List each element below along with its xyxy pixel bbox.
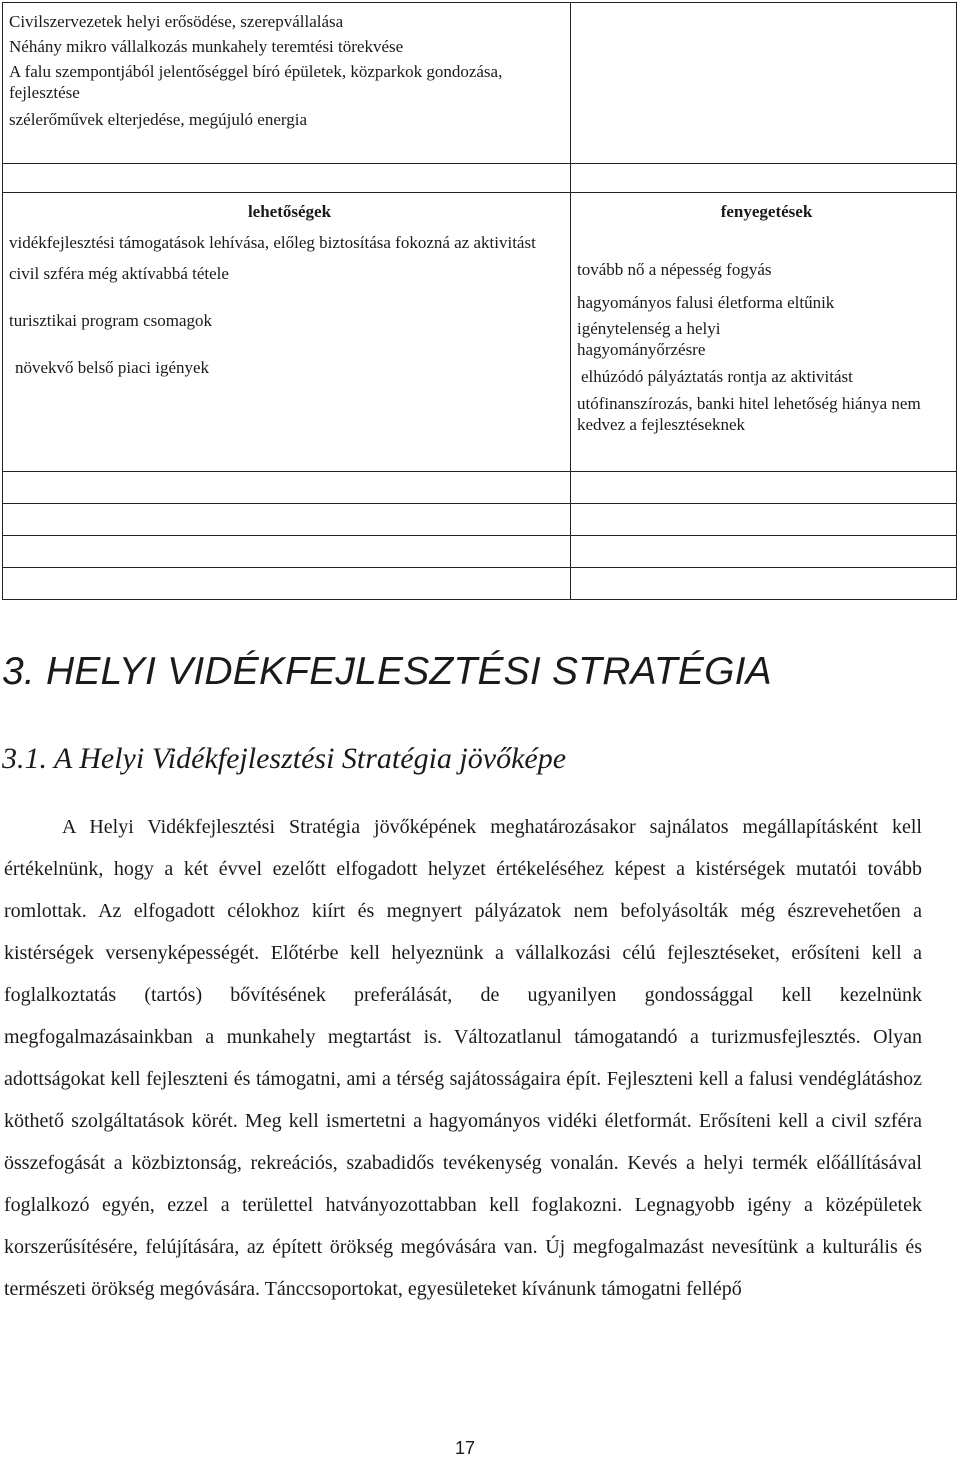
opportunities-header: lehetőségek — [247, 202, 332, 221]
body-paragraph: A Helyi Vidékfejlesztési Stratégia jövőképének meghatározásakor sajnálatos megállapításként kell értékelnünk, hogy a két évvel ezelőtt elfogadott helyzet értékeléséhez képest a kistérségek mutatói tovább romlottak. Az elfogadott célokhoz kiírt és megnyert pályázatok nem befolyásolták még észrevehetően a kistérségek versenyképességét. Előtérbe kell helyeznünk a vállalkozási célú fejlesztéseket, erősíteni kell a foglalkoztatás (tartós) bővítésének preferálását, de ugyanilyen gondossággal kell kezelnünk megfogalmazásainkban a munkahely megtartást is. Változatlanul támogatandó a turizmusfejlesztés. Olyan adottságokat kell fejleszteni és támogatni, ami a térség sajátosságaira épít. Fejleszteni kell a falusi vendéglátáshoz köthető szolgáltatások körét. Meg kell ismertetni a hagyományos vidéki életformát. Erősíteni kell a civil szféra összefogását a közbiztonság, rekreációs, szabadidős tevékenység vonalán. Kevés a helyi termék előállításával foglalkozó egyén, ezzel a területtel hatványozottabban kell foglakozni. Legnagyobb igény a középületek korszerűsítésére, felújítására, az épített örökség megóvására van. Új megfogalmazást nevesítünk a kulturális és természeti örökség megóvására. Tánccsoportokat, egyesületeket kívánunk támogatni fellépő — [4, 816, 922, 1300]
threat-item: tovább nő a népesség fogyás — [577, 260, 772, 279]
empty-cell — [3, 536, 571, 568]
empty-cell — [571, 472, 957, 504]
empty-cell — [3, 504, 571, 536]
spacer-cell — [571, 164, 957, 193]
empty-cell — [571, 504, 957, 536]
empty-cell — [3, 568, 571, 600]
empty-cell — [3, 472, 571, 504]
spacer-cell — [3, 164, 571, 193]
threats-header: fenyegetések — [720, 202, 813, 221]
section-heading: 3. HELYI VIDÉKFEJLESZTÉSI STRATÉGIA — [2, 650, 772, 693]
threat-item: hagyományos falusi életforma eltűnik — [577, 293, 835, 312]
empty-cell — [571, 568, 957, 600]
strength-item: A falu szempontjából jelentőséggel bíró épületek, közparkok gondozása, fejlesztése — [9, 62, 503, 102]
opportunity-item: vidékfejlesztési támogatások lehívása, előleg biztosítása fokozná az aktivitást — [9, 233, 536, 252]
threat-item: elhúzódó pályáztatás rontja az aktivitást — [581, 367, 853, 386]
strengths-cell — [3, 3, 571, 164]
strength-item: Néhány mikro vállalkozás munkahely teremtési törekvése — [9, 37, 404, 56]
page-number: 17 — [454, 1438, 476, 1458]
opportunity-item: civil szféra még aktívabbá tétele — [9, 264, 229, 283]
opportunity-item: turisztikai program csomagok — [9, 311, 213, 330]
strength-item: Civilszervezetek helyi erősödése, szerepvállalása — [9, 12, 344, 31]
threats-cell — [571, 193, 957, 472]
threat-item: igénytelenség a helyi hagyományőrzésre — [577, 319, 721, 359]
swot-table — [2, 2, 957, 600]
strength-item: szélerőművek elterjedése, megújuló energia — [9, 110, 308, 129]
opportunities-cell — [3, 193, 571, 472]
subsection-heading: 3.1. A Helyi Vidékfejlesztési Stratégia jövőképe — [2, 742, 567, 775]
opportunity-item: növekvő belső piaci igények — [15, 358, 210, 377]
threat-item: utófinanszírozás, banki hitel lehetőség hiánya nem kedvez a fejlesztéseknek — [577, 394, 921, 434]
weaknesses-cell — [571, 3, 957, 164]
empty-cell — [571, 536, 957, 568]
